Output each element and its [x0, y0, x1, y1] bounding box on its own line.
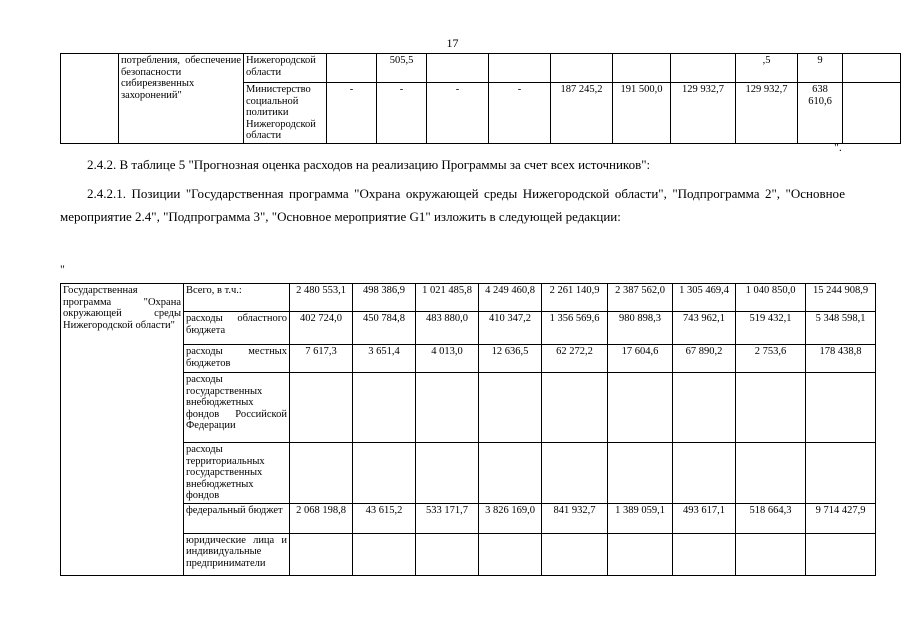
value-cell [673, 533, 736, 575]
value-cell [427, 54, 489, 83]
value-cell: 9 714 427,9 [806, 503, 876, 533]
value-cell: - [489, 83, 551, 144]
measure-name: потребления, обеспечение безопасности сибиреязвенных захоронений" [119, 54, 244, 144]
value-cell: 638 610,6 [798, 83, 843, 144]
blank-cell [843, 83, 901, 144]
row-label: расходы государственных внебюджетных фондов Российской Федерации [184, 373, 290, 443]
value-cell: 12 636,5 [479, 345, 542, 373]
value-cell: 2 753,6 [736, 345, 806, 373]
value-cell: 2 480 553,1 [290, 284, 353, 312]
value-cell [673, 373, 736, 443]
value-cell [290, 443, 353, 504]
row-label: расходы местных бюджетов [184, 345, 290, 373]
value-cell [353, 373, 416, 443]
value-cell [542, 373, 608, 443]
value-cell [806, 373, 876, 443]
value-cell [671, 54, 736, 83]
value-cell: 2 068 198,8 [290, 503, 353, 533]
value-cell: 62 272,2 [542, 345, 608, 373]
value-cell [290, 373, 353, 443]
value-cell: 3 651,4 [353, 345, 416, 373]
opening-quote: " [60, 262, 65, 276]
paragraph-2-4-2-1: 2.4.2.1. Позиции "Государственная программа "Охрана окружающей среды Нижегородской области", "Подпрограмма 2", "Основное мероприятие 2.4", "Подпрограмма 3", "Основное мероприятие G1" изложить в следующей редакции: [60, 186, 845, 224]
page-number: 17 [446, 36, 459, 50]
top-table [60, 53, 901, 144]
value-cell: - [377, 83, 427, 144]
value-cell [806, 443, 876, 504]
value-cell [806, 533, 876, 575]
value-cell: 410 347,2 [479, 312, 542, 345]
value-cell: 129 932,7 [671, 83, 736, 144]
agency-cell: Нижегородской области [244, 54, 327, 83]
value-cell: 743 962,1 [673, 312, 736, 345]
value-cell: 493 617,1 [673, 503, 736, 533]
value-cell: 518 664,3 [736, 503, 806, 533]
value-cell: 3 826 169,0 [479, 503, 542, 533]
blank-cell [61, 54, 119, 144]
value-cell [608, 373, 673, 443]
value-cell: 980 898,3 [608, 312, 673, 345]
value-cell [551, 54, 613, 83]
value-cell: - [427, 83, 489, 144]
value-cell [736, 443, 806, 504]
value-cell: ,5 [736, 54, 798, 83]
value-cell [608, 533, 673, 575]
value-cell: - [327, 83, 377, 144]
value-cell: 498 386,9 [353, 284, 416, 312]
value-cell [479, 373, 542, 443]
value-cell: 9 [798, 54, 843, 83]
agency-cell: Министерство социальной политики Нижегородской области [244, 83, 327, 144]
value-cell [542, 443, 608, 504]
row-label: расходы территориальных государственных внебюджетных фондов [184, 443, 290, 504]
value-cell [736, 373, 806, 443]
value-cell [736, 533, 806, 575]
value-cell: 43 615,2 [353, 503, 416, 533]
value-cell: 2 261 140,9 [542, 284, 608, 312]
value-cell: 1 040 850,0 [736, 284, 806, 312]
value-cell [416, 443, 479, 504]
value-cell: 2 387 562,0 [608, 284, 673, 312]
value-cell: 519 432,1 [736, 312, 806, 345]
blank-cell [843, 54, 901, 83]
value-cell [479, 443, 542, 504]
value-cell [290, 533, 353, 575]
row-label: федеральный бюджет [184, 503, 290, 533]
value-cell: 178 438,8 [806, 345, 876, 373]
program-name: Государственная программа "Охрана окружающей среды Нижегородской области" [61, 284, 184, 576]
value-cell [542, 533, 608, 575]
row-label: Всего, в т.ч.: [184, 284, 290, 312]
value-cell [416, 373, 479, 443]
closing-quote: ". [834, 140, 842, 154]
value-cell [416, 533, 479, 575]
value-cell [327, 54, 377, 83]
value-cell: 129 932,7 [736, 83, 798, 144]
value-cell: 4 249 460,8 [479, 284, 542, 312]
value-cell: 5 348 598,1 [806, 312, 876, 345]
value-cell [353, 443, 416, 504]
value-cell: 7 617,3 [290, 345, 353, 373]
value-cell: 4 013,0 [416, 345, 479, 373]
value-cell [608, 443, 673, 504]
value-cell: 841 932,7 [542, 503, 608, 533]
value-cell: 533 171,7 [416, 503, 479, 533]
row-label: расходы областного бюджета [184, 312, 290, 345]
value-cell [673, 443, 736, 504]
value-cell: 1 305 469,4 [673, 284, 736, 312]
value-cell: 483 880,0 [416, 312, 479, 345]
paragraph-2-4-2: 2.4.2. В таблице 5 "Прогнозная оценка расходов на реализацию Программы за счет всех источников": [87, 157, 651, 172]
value-cell: 450 784,8 [353, 312, 416, 345]
value-cell [479, 533, 542, 575]
value-cell [613, 54, 671, 83]
value-cell: 1 389 059,1 [608, 503, 673, 533]
value-cell [489, 54, 551, 83]
value-cell: 402 724,0 [290, 312, 353, 345]
value-cell: 505,5 [377, 54, 427, 83]
value-cell [353, 533, 416, 575]
row-label: юридические лица и индивидуальные предприниматели [184, 533, 290, 575]
value-cell: 1 021 485,8 [416, 284, 479, 312]
value-cell: 67 890,2 [673, 345, 736, 373]
value-cell: 1 356 569,6 [542, 312, 608, 345]
value-cell: 15 244 908,9 [806, 284, 876, 312]
value-cell: 17 604,6 [608, 345, 673, 373]
forecast-table [60, 283, 876, 576]
value-cell: 191 500,0 [613, 83, 671, 144]
value-cell: 187 245,2 [551, 83, 613, 144]
